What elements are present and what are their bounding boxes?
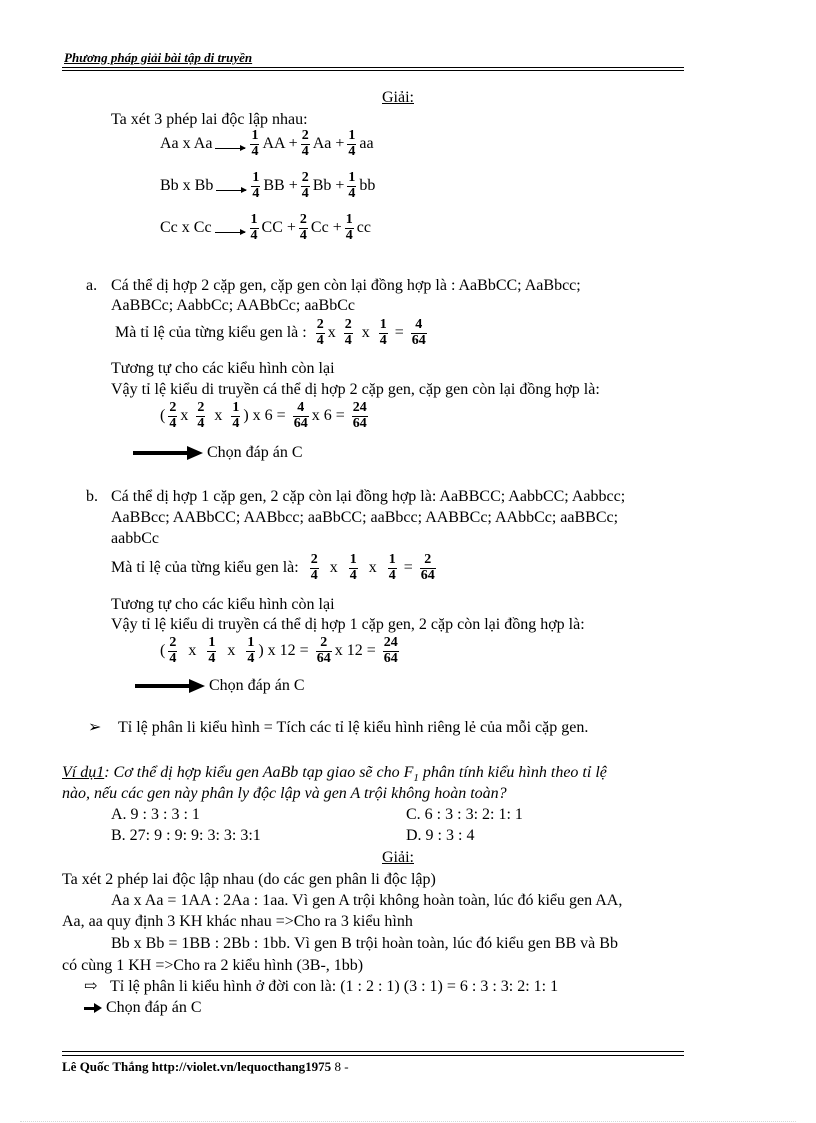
times-sign: x [180,407,189,425]
times-sign: x [188,642,197,660]
arrow-icon [215,148,245,149]
cross-cc-left: Cc x Cc [160,219,212,237]
fraction-numerator: 1 [208,635,216,650]
fraction-denominator: 4 [208,650,216,666]
right-arrow-icon [135,681,205,691]
fraction [246,636,255,666]
fraction-numerator: 1 [348,128,356,143]
fraction [316,318,325,348]
fraction [207,636,216,666]
part-b-ratio [111,553,439,583]
part-b-conclusion: Vậy tỉ lệ kiểu di truyền cá thể dị hợp 1 cặp gen, 2 cặp còn lại đồng hợp là: [111,616,585,633]
ratio-label: Mà tỉ lệ của từng kiểu gen là: [111,559,299,577]
solution2-aa-line2: Aa, aa quy định 3 KH khác nhau =>Cho ra 3 kiểu hình [62,913,413,930]
part-b-answer [135,677,305,695]
fraction [168,401,177,431]
mult-eq: x 12 = [334,642,376,660]
open-paren: ( [160,642,166,660]
fraction-denominator: 4 [345,227,353,243]
bullet-text: Tỉ lệ phân li kiểu hình = Tích các tỉ lệ kiểu hình riêng lẻ của mỗi cặp gen. [118,719,589,736]
part-b-similar: Tương tự cho các kiểu hình còn lại [111,596,335,613]
fraction-numerator: 2 [301,170,309,185]
fraction [231,401,240,431]
fraction [250,129,259,159]
fraction [168,636,177,666]
option-d: D. 9 : 3 : 4 [406,827,475,844]
page-footer [62,1060,349,1075]
fraction-numerator: 2 [301,128,309,143]
fraction [352,401,368,431]
part-a-total [160,401,371,431]
times-sign: x [227,642,236,660]
footer-author: Lê Quốc Thắng http://violet.vn/lequocthang1975 [62,1059,332,1074]
fraction-numerator: 2 [320,635,328,650]
equals-sign: = [403,559,413,577]
ratio-label: Mà tỉ lệ của từng kiểu gen là : [115,324,307,342]
times-sign: x [327,324,336,342]
page-bottom-edge [20,1121,796,1122]
fraction-denominator: 64 [352,415,367,431]
cross-cc-term2: Cc + [310,219,342,237]
fraction-numerator: 2 [310,552,318,567]
fraction-denominator: 4 [349,567,357,583]
header-title: Phương pháp giải bài tập di truyền [64,50,253,65]
solution2-bb-line1: Bb x Bb = 1BB : 2Bb : 1bb. Vì gen B trội hoàn toàn, lúc đó kiểu gen BB và Bb [111,935,618,952]
fraction-denominator: 4 [379,332,387,348]
fraction-denominator: 4 [344,332,352,348]
arrow-icon [216,190,246,191]
fraction-denominator: 4 [247,650,255,666]
fraction-denominator: 4 [310,567,318,583]
fraction-denominator: 4 [316,332,324,348]
option-b: B. 27: 9 : 9: 9: 3: 3: 3:1 [111,827,261,844]
fraction-denominator: 4 [169,415,177,431]
fraction [310,553,319,583]
fraction [301,171,310,201]
footer-rule-1 [62,1051,684,1052]
times-sign: x [361,324,370,342]
fraction [347,171,356,201]
part-a-ratio [115,318,430,348]
fraction-denominator: 4 [301,185,309,201]
fraction [379,318,388,348]
fraction-numerator: 2 [299,212,307,227]
fraction-numerator: 1 [251,128,259,143]
fraction [251,171,260,201]
fraction [344,318,353,348]
solution2-answer [84,999,202,1017]
option-a: A. 9 : 3 : 3 : 1 [111,806,200,823]
arrow-icon [215,232,245,233]
part-a-answer [133,444,303,462]
fraction-denominator: 4 [348,143,356,159]
cross-aa [160,129,374,159]
fraction-numerator: 1 [345,212,353,227]
fraction [316,636,332,666]
bullet-marker: ➢ [88,719,102,736]
footer-page-number: 8 - [331,1059,349,1074]
fraction-numerator: 2 [169,400,177,415]
fraction-numerator: 1 [379,317,387,332]
fraction-numerator: 2 [344,317,352,332]
cross-aa-term2: Aa + [312,135,345,153]
close-mult: ) x 6 = [243,407,286,425]
solution-intro: Ta xét 3 phép lai độc lập nhau: [111,111,308,128]
option-c: C. 6 : 3 : 3: 2: 1: 1 [406,806,523,823]
fraction-denominator: 64 [420,567,435,583]
fraction [196,401,205,431]
open-paren: ( [160,407,166,425]
fraction-numerator: 24 [352,400,367,415]
example-question-line2: nào, nếu các gen này phân ly độc lập và gen A trội không hoàn toàn? [62,785,507,802]
fraction-numerator: 1 [250,212,258,227]
fraction [301,129,310,159]
cross-cc-term1: CC + [261,219,296,237]
solution2-aa-line1: Aa x Aa = 1AA : 2Aa : 1aa. Vì gen A trội không hoàn toàn, lúc đó kiểu gen AA, [111,892,623,909]
footer-rule-2 [62,1055,684,1056]
example-question-part1: : Cơ thể dị hợp kiểu gen AaBb tạp giao sẽ cho F [104,764,414,781]
part-b-line2: AaBBcc; AABbCC; AABbcc; aaBbCC; aaBbcc; AABBCc; AAbbCc; aaBBCc; [111,509,619,526]
part-a-conclusion: Vậy tỉ lệ kiểu di truyền cá thể dị hợp 2 cặp gen, cặp gen còn lại đồng hợp là: [111,381,600,398]
cross-bb-term1: BB + [263,177,298,195]
example-question-line1 [62,764,607,785]
solution2-result: Tỉ lệ phân li kiểu hình ở đời con là: (1 : 2 : 1) (3 : 1) = 6 : 3 : 3: 2: 1: 1 [110,978,559,995]
example-question-part2: phân tính kiểu hình theo tỉ lệ [418,764,607,781]
fraction-numerator: 4 [415,317,423,332]
fraction-denominator: 4 [197,415,205,431]
fraction-denominator: 4 [250,227,258,243]
part-a-marker: a. [86,277,98,294]
example-label: Ví dụ1 [62,764,105,781]
solution2-intro: Ta xét 2 phép lai độc lập nhau (do các gen phân li độc lập) [62,871,436,888]
part-a-line2: AaBBCc; AabbCc; AABbCc; aaBbCc [111,297,355,314]
result-marker: ⇨ [84,978,98,995]
fraction-denominator: 64 [293,415,308,431]
fraction [250,213,259,243]
fraction-denominator: 4 [388,567,396,583]
fraction [293,401,309,431]
fraction-numerator: 4 [297,400,305,415]
close-mult: ) x 12 = [258,642,309,660]
solution2-bb-line2: có cùng 1 KH =>Cho ra 2 kiểu hình (3B-, 1bb) [62,957,364,974]
fraction [345,213,354,243]
cross-cc-term3: cc [356,219,371,237]
cross-bb-term3: bb [359,177,376,195]
part-b-choose: Chọn đáp án C [209,677,305,694]
fraction-denominator: 4 [348,185,356,201]
part-b-total [160,636,402,666]
fraction-denominator: 4 [252,185,260,201]
cross-aa-term1: AA + [262,135,298,153]
right-arrow-icon [84,1004,102,1012]
cross-aa-term3: aa [359,135,374,153]
page-header [64,51,252,66]
cross-cc [160,213,371,243]
cross-aa-left: Aa x Aa [160,135,213,153]
part-a-similar: Tương tự cho các kiểu hình còn lại [111,360,335,377]
solution2-heading: Giải: [382,849,414,866]
fraction [349,553,358,583]
cross-bb [160,171,375,201]
solution2-choose: Chọn đáp án C [106,999,202,1016]
times-sign: x [329,559,338,577]
fraction-denominator: 4 [232,415,240,431]
fraction-numerator: 1 [388,552,396,567]
times-sign: x [214,407,223,425]
part-b-line3: aabbCc [111,530,159,547]
fraction [388,553,397,583]
fraction-denominator: 4 [169,650,177,666]
part-b-line1: Cá thể dị hợp 1 cặp gen, 2 cặp còn lại đồng hợp là: AaBBCC; AabbCC; Aabbcc; [111,488,626,505]
fraction-denominator: 64 [383,650,398,666]
cross-bb-left: Bb x Bb [160,177,214,195]
fraction [383,636,399,666]
fraction-denominator: 4 [251,143,259,159]
fraction-denominator: 64 [316,650,331,666]
header-rule-1 [62,67,684,68]
fraction [420,553,436,583]
times-sign: x [368,559,377,577]
cross-bb-term2: Bb + [312,177,345,195]
fraction-numerator: 1 [232,400,240,415]
equals-sign: = [394,324,404,342]
fraction-denominator: 64 [411,332,426,348]
solution-heading: Giải: [382,89,414,106]
fraction [411,318,427,348]
fraction-numerator: 2 [316,317,324,332]
part-a-choose: Chọn đáp án C [207,444,303,461]
header-rule-2 [62,70,684,71]
fraction-denominator: 4 [301,143,309,159]
part-b-marker: b. [86,488,98,505]
fraction-denominator: 4 [299,227,307,243]
fraction-numerator: 1 [252,170,260,185]
fraction-numerator: 1 [348,170,356,185]
fraction [299,213,308,243]
part-a-line1: Cá thể dị hợp 2 cặp gen, cặp gen còn lại đồng hợp là : AaBbCC; AaBbcc; [111,277,581,294]
fraction-numerator: 2 [424,552,432,567]
fraction-numerator: 2 [169,635,177,650]
fraction-numerator: 1 [247,635,255,650]
example-question-sub: 1 [413,772,419,785]
mult-eq: x 6 = [311,407,345,425]
fraction-numerator: 24 [383,635,398,650]
fraction [347,129,356,159]
fraction-numerator: 2 [197,400,205,415]
right-arrow-icon [133,448,203,458]
fraction-numerator: 1 [349,552,357,567]
